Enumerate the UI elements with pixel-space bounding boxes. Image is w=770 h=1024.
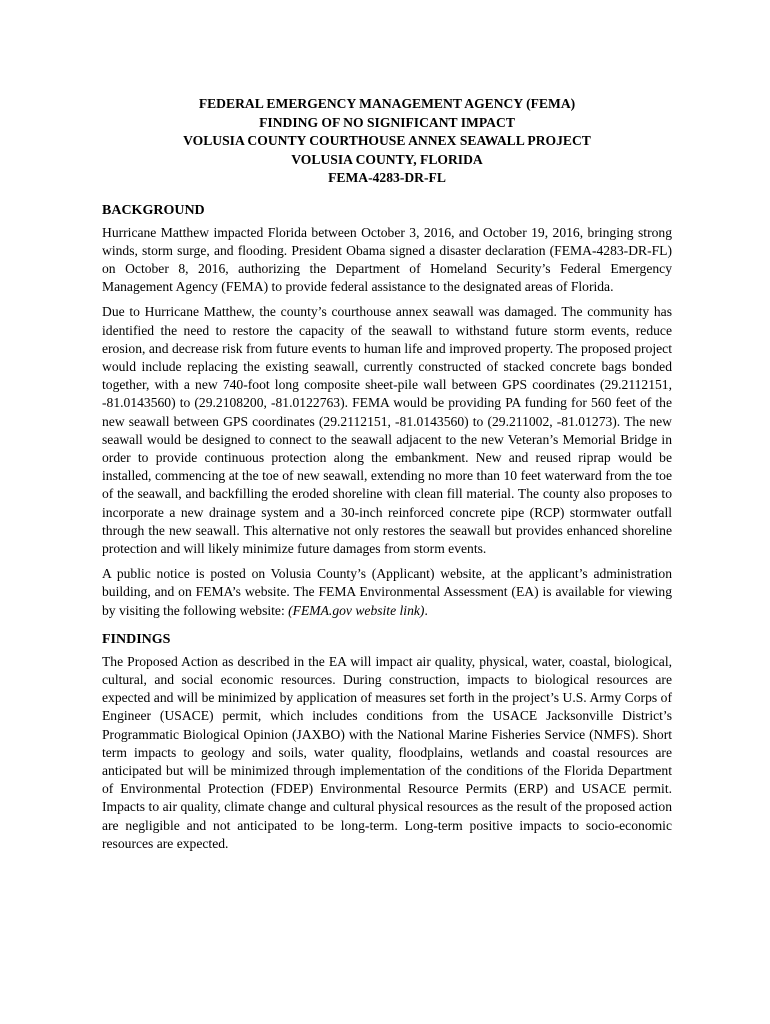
findings-paragraph-1: The Proposed Action as described in the EA will impact air quality, physical, water, coastal, biological, cultural, and social economic resources. During construction, impacts to biological resources are expected and will be minimized by application of measures set forth in the project’s U.S. Army Corps of Engineer (USACE) permit, which includes conditions from the USACE Jacksonville District’s Programmatic Biological Opinion (JAXBO) with the National Marine Fisheries Service (NMFS). Short term impacts to geology and soils, water quality, floodplains, wetlands and coastal resources are anticipated but will be minimized through implementation of the conditions of the Florida Department of Environmental Protection (FDEP) Environmental Resource Permits (ERP) and USACE permit. Impacts to air quality, climate change and cultural physical resources as the result of the proposed action are negligible and not anticipated to be long-term. Long-term positive impacts to socio-economic resources are expected.	[102, 653, 672, 851]
background-heading: BACKGROUND	[102, 202, 205, 218]
title-disaster-number: FEMA-4283-DR-FL	[328, 170, 446, 185]
title-agency: FEDERAL EMERGENCY MANAGEMENT AGENCY (FEMA)	[198, 96, 576, 111]
background-paragraph-2: Due to Hurricane Matthew, the county’s courthouse annex seawall was damaged. The community has identified the need to restore the capacity of the seawall to withstand future storm events, reduce erosion, and decrease risk from future events to human life and improved property. The proposed project would include replacing the existing seawall, currently constructed of stacked concrete bags bonded together, with a new 740-foot long composite sheet-pile wall between GPS coordinates (29.2112151, -81.0143560) to (29.2108200, -81.0122763). FEMA would be providing PA funding for 560 feet of the new seawall between GPS coordinates (29.2112151, -81.0143560) to (29.211002, -81.01273). The new seawall would be designed to connect to the seawall adjacent to the new Veteran’s Memorial Bridge in order to provide continuous protection along the embankment. New and reused riprap would be installed, commencing at the toe of new seawall, extending no more than 10 feet waterward from the toe of the seawall, and backfilling the eroded shoreline with clean fill material. The county also proposes to incorporate a new drainage system and a 30-inch reinforced concrete pipe (RCP) stormwater outfall through the new seawall. This alternative not only restores the seawall but provides enhanced shoreline protection and will likely minimize future damages from storm events.	[102, 304, 672, 556]
title-location: VOLUSIA COUNTY, FLORIDA	[291, 151, 483, 167]
background-paragraph-1: Hurricane Matthew impacted Florida between October 3, 2016, and October 19, 2016, bringing strong winds, storm surge, and flooding. President Obama signed a disaster declaration (FEMA-4283-DR-FL) on October 8, 2016, authorizing the Department of Homeland Security’s Federal Emergency Management Agency (FEMA) to provide federal assistance to the designated areas of Florida.	[102, 224, 672, 295]
background-section	[102, 202, 672, 620]
document-title	[102, 95, 672, 188]
findings-heading: FINDINGS	[102, 631, 171, 647]
findings-section	[102, 631, 672, 853]
background-paragraph-3	[102, 565, 672, 620]
fema-website-link[interactable]: (FEMA.gov website link)	[288, 602, 425, 618]
public-notice-end: .	[424, 602, 428, 618]
public-notice-text: A public notice is posted on Volusia County’s (Applicant) website, at the applicant’s administration building, and on FEMA’s website. The FEMA Environmental Assessment (EA) is available for viewing by visiting the following website:	[102, 566, 672, 618]
title-finding: FINDING OF NO SIGNIFICANT IMPACT	[259, 114, 515, 130]
title-project: VOLUSIA COUNTY COURTHOUSE ANNEX SEAWALL PROJECT	[183, 133, 591, 148]
